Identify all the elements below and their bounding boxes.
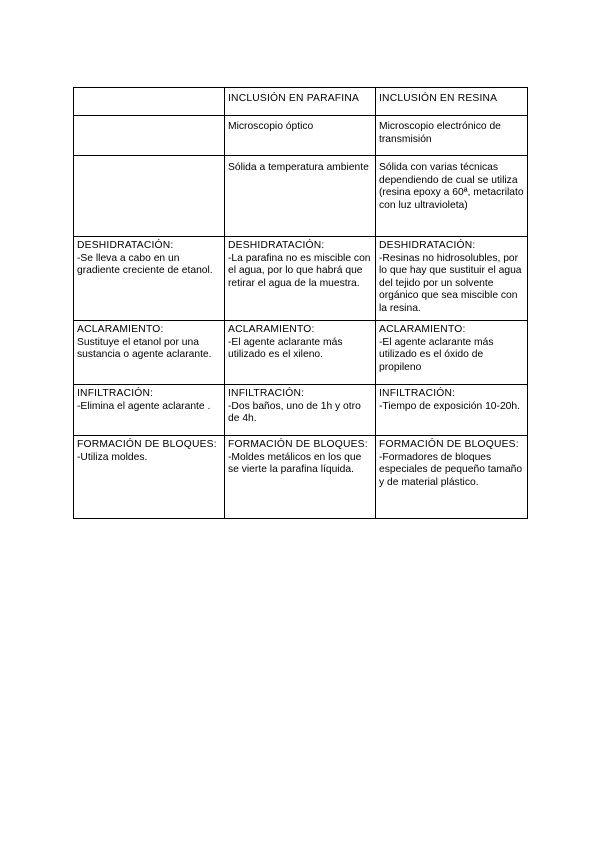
microscope-resin-text: Microscopio electrónico de transmisión (379, 121, 501, 145)
state-label-cell (74, 156, 225, 237)
clearing-resin-cell (376, 321, 528, 385)
infiltration-resin-title: INFILTRACIÓN: (379, 388, 456, 399)
header-resin-cell (376, 88, 528, 116)
dehydration-label-cell (74, 237, 225, 321)
infiltration-label-cell (74, 385, 225, 436)
clearing-paraffin-desc: -El agente aclarante más utilizado es el xileno. (228, 336, 346, 361)
blocks-resin-title: FORMACIÓN DE BLOQUES: (379, 439, 519, 450)
infiltration-paraffin-desc: -Dos baños, uno de 1h y otro de 4h. (228, 400, 364, 425)
dehydration-paraffin-title: DESHIDRATACIÓN: (228, 240, 325, 251)
state-paraffin-cell (225, 156, 376, 237)
blocks-resin-desc: -Formadores de bloques especiales de pequeño tamaño y de material plástico. (379, 451, 525, 488)
microscope-label-cell (74, 116, 225, 156)
infiltration-label-title: INFILTRACIÓN: (77, 388, 154, 399)
microscope-paraffin-cell (225, 116, 376, 156)
table-header-row (74, 88, 528, 116)
table-row-clearing (74, 321, 528, 385)
table-row-dehydration (74, 237, 528, 321)
clearing-resin-desc: -El agente aclarante más utilizado es el óxido de propileno (379, 336, 497, 373)
blocks-paraffin-title: FORMACIÓN DE BLOQUES: (228, 439, 368, 450)
dehydration-paraffin-desc: -La parafina no es miscible con el agua, por lo que habrá que retirar el agua de la muestra. (228, 252, 374, 289)
blocks-paraffin-cell (225, 436, 376, 519)
header-paraffin-label: INCLUSIÓN EN PARAFINA (228, 93, 360, 104)
table-row-blocks (74, 436, 528, 519)
blocks-resin-cell (376, 436, 528, 519)
table-row-state (74, 156, 528, 237)
table-row-infiltration (74, 385, 528, 436)
dehydration-paraffin-cell (225, 237, 376, 321)
clearing-resin-title: ACLARAMIENTO: (379, 324, 466, 335)
state-paraffin-text: Sólida a temperatura ambiente (228, 162, 369, 173)
infiltration-paraffin-title: INFILTRACIÓN: (228, 388, 305, 399)
infiltration-resin-cell (376, 385, 528, 436)
microscope-resin-cell (376, 116, 528, 156)
dehydration-label-desc: -Se lleva a cabo en un gradiente creciente de etanol. (77, 252, 213, 277)
dehydration-resin-title: DESHIDRATACIÓN: (379, 240, 476, 251)
infiltration-resin-desc: -Tiempo de exposición 10-20h. (379, 400, 520, 412)
state-resin-cell (376, 156, 528, 237)
microscope-paraffin-text: Microscopio óptico (228, 121, 314, 132)
blocks-label-title: FORMACIÓN DE BLOQUES: (77, 439, 217, 450)
table-row-microscope (74, 116, 528, 156)
comparison-table (73, 87, 528, 519)
header-resin-label: INCLUSIÓN EN RESINA (379, 93, 498, 104)
dehydration-resin-desc: -Resinas no hidrosolubles, por lo que hay que sustituir el agua del tejido por un solvente orgánico que sea miscible con la resina. (379, 252, 525, 314)
dehydration-resin-cell (376, 237, 528, 321)
state-resin-text: Sólida con varias técnicas dependiendo de cual se utiliza (resina epoxy a 60ª, metacrilato con luz ultravioleta) (379, 162, 524, 211)
infiltration-paraffin-cell (225, 385, 376, 436)
header-paraffin-cell (225, 88, 376, 116)
clearing-label-title: ACLARAMIENTO: (77, 324, 164, 335)
clearing-label-cell (74, 321, 225, 385)
dehydration-label-title: DESHIDRATACIÓN: (77, 240, 174, 251)
blocks-label-desc: -Utiliza moldes. (77, 451, 148, 463)
clearing-label-desc: Sustituye el etanol por una sustancia o agente aclarante. (77, 336, 212, 361)
blocks-label-cell (74, 436, 225, 519)
header-empty-cell (74, 88, 225, 116)
blocks-paraffin-desc: -Moldes metálicos en los que se vierte la parafina líquida. (228, 451, 365, 476)
infiltration-label-desc: -Elimina el agente aclarante . (77, 400, 211, 412)
clearing-paraffin-title: ACLARAMIENTO: (228, 324, 315, 335)
clearing-paraffin-cell (225, 321, 376, 385)
